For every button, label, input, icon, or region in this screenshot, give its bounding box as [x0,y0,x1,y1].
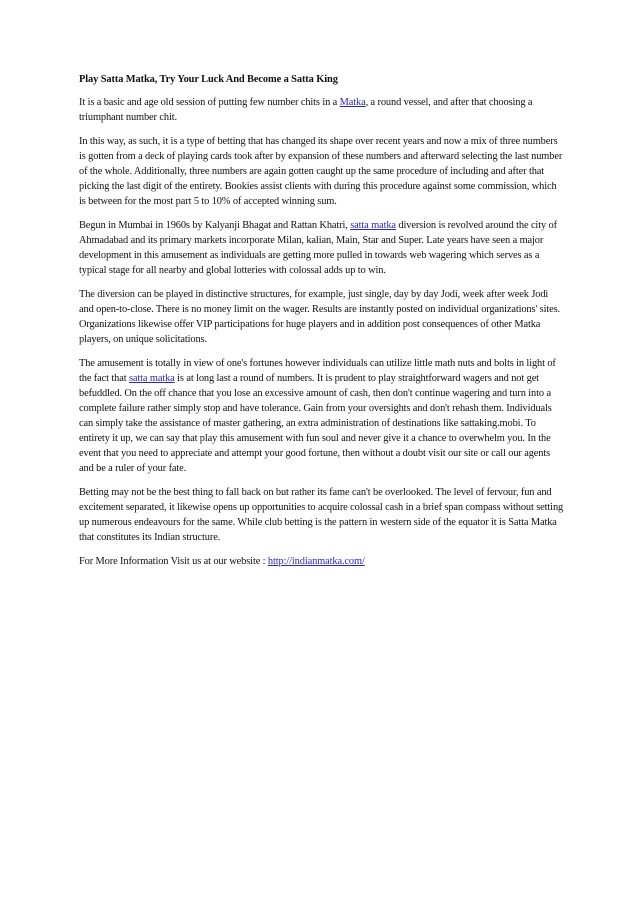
paragraph-history [79,218,565,278]
satta-matka-link[interactable]: satta matka [350,220,396,231]
paragraph-structures: The diversion can be played in distinctive structures, for example, just single, day by day Jodi, week after week Jodi and open-to-close. There is no money limit on the wager. Results are instantly posted on individual organizations' sites. Organizations likewise offer VIP participations for huge players and in addition post consequences of other Matka players, on unique solicitations. [79,289,561,345]
document-title: Play Satta Matka, Try Your Luck And Become a Satta King [79,74,338,85]
paragraph-text: The amusement is totally in view of one's fortunes however individuals can utilize little math nuts and bolts in light of the fact that [79,358,556,384]
satta-matka-link-2[interactable]: satta matka [128,373,175,384]
paragraph-text: It is a basic and age old session of putting few number chits in a [79,97,340,108]
paragraph-text: diversion is revolved around the city of Ahmadabad and its primary markets incorporate Milan, kalian, Main, Star and Super. Late years have seen a major development in this amusement as individuals are getting more pulled in towards web wagering which serves as a typical stage for all nearby and global lotteries with colossal adds up to win. [79,220,557,276]
paragraph-text: , a round vessel, and after that choosing a triumphant number chit. [79,97,533,123]
paragraph-betting-method: In this way, as such, it is a type of betting that has changed its shape over recent years and now a mix of three numbers is gotten from a deck of playing cards took after by expansion of these numbers and afterward selecting the last number of the whole. Additionally, three numbers are again gotten caught up the same procedure of including and after that picking the last digit of the entirety. Bookies assist clients with during this procedure against some commission, which is between for the most part 5 to 10% of accepted winning sum. [79,136,563,207]
website-link[interactable]: http://indianmatka.com/ [267,556,365,567]
paragraph-text: Begun in Mumbai in 1960s by Kalyanji Bhagat and Rattan Khatri, [79,220,351,231]
matka-link[interactable]: Matka [339,97,366,108]
document-page [79,72,565,578]
paragraph-intro [79,95,565,125]
paragraph-more-info [79,554,565,569]
more-info-label: For More Information Visit us at our website : [79,556,268,567]
paragraph-advice [79,356,565,476]
paragraph-fame: Betting may not be the best thing to fall back on but rather its fame can't be overlooked. The level of fervour, fun and excitement separated, it likewise opens up opportunities to acquire colossal cash in a brief span compass without setting up numerous endeavours for the same. While club betting is the pattern in western side of the equator it is Satta Matka that constitutes its Indian structure. [79,487,564,543]
paragraph-text: is at long last a round of numbers. It is prudent to play straightforward wagers and not get befuddled. On the off chance that you lose an excessive amount of cash, then don't continue wagering and turn into a complete failure rather simply stop and have tolerance. Gain from your oversights and don't rehash them. Individuals can simply take the assistance of master gathering, an extra administration of destinations like sattaking.mobi. To entirety it up, we can say that play this amusement with fun soul and never give it a chance to overwhelm you. In the event that you need to appreciate and attempt your good fortune, then without a doubt visit our site or call our agents and be a ruler of your fate. [79,373,552,474]
